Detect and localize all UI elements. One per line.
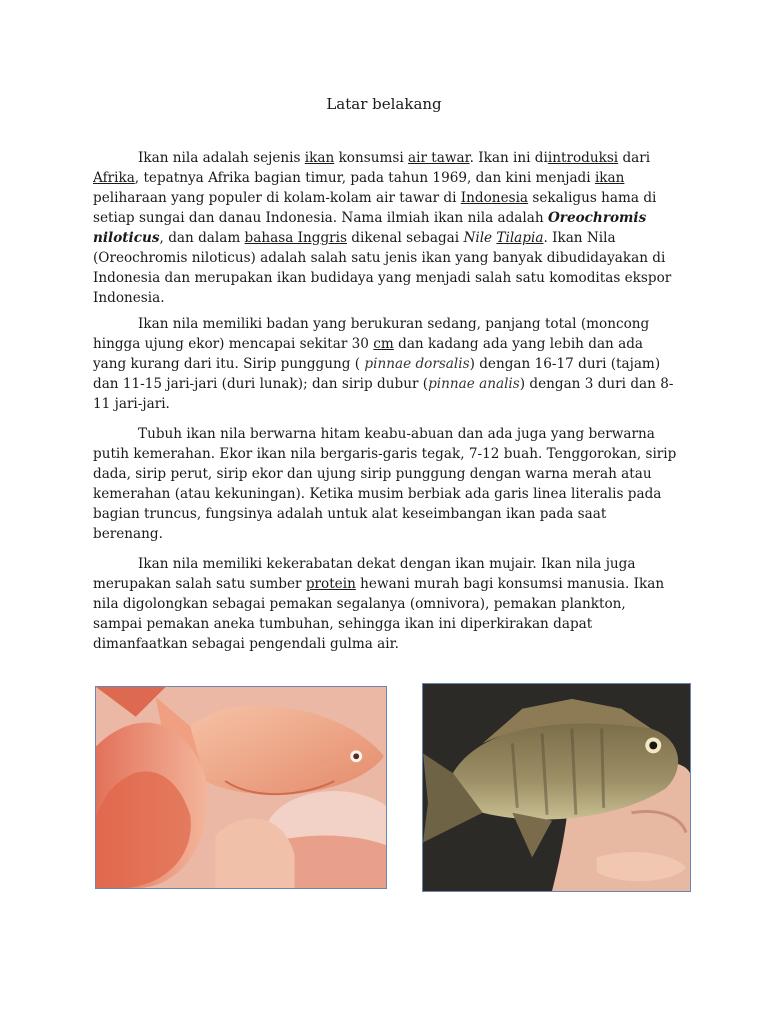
paragraph-3: Tubuh ikan nila berwarna hitam keabu-abuan dan ada juga yang berwarna putih kemerahan. Ekor ikan nila bergaris-garis tegak, 7-12 buah. Tenggorokan, sirip dada, sirip perut, sirip ekor dan ujung sirip punggung dengan warna merah atau kemerahan (atau kekuningan). Ketika musim berbiak ada garis linea literalis pada bagian truncus, fungsinya adalah untuk alat keseimbangan ikan pada saat berenang. — [93, 426, 677, 542]
text-run: dan kadang ada yang lebih dan ada yang kurang dari itu. Sirip punggung ( — [93, 336, 644, 372]
text-run: sekaligus hama di setiap sungai dan danau Indonesia. Nama ilmiah ikan nila adalah — [93, 190, 657, 226]
nile-label: Nile — [463, 230, 493, 246]
grey-tilapia-photo — [422, 683, 691, 892]
link-ikan-2[interactable]: ikan — [594, 170, 625, 186]
red-tilapia-photo — [95, 686, 387, 889]
link-indonesia[interactable]: Indonesia — [460, 190, 529, 206]
text-run: Ikan nila adalah sejenis — [138, 150, 305, 166]
body-text — [93, 148, 678, 664]
pinnae-dorsalis-term: pinnae dorsalis — [364, 356, 470, 372]
text-run: Ikan nila memiliki kekerabatan dekat dengan ikan mujair. Ikan nila juga merupakan salah satu sumber — [93, 556, 636, 592]
text-run: hewani murah bagi konsumsi manusia. Ikan nila digolongkan sebagai pemakan segalanya (omnivora), pemakan plankton, sampai pemakan aneka tumbuhan, sehingga ikan ini diperkirakan dapat dimanfaatkan sebagai pengendali gulma air. — [93, 576, 665, 652]
link-air-tawar[interactable]: air tawar — [408, 150, 470, 166]
text-run: ) dengan 3 duri dan 8-11 jari-jari. — [93, 376, 674, 412]
link-introduksi[interactable]: introduksi — [547, 150, 619, 166]
paragraph-4 — [93, 554, 678, 654]
link-afrika[interactable]: Afrika — [93, 170, 135, 186]
link-bahasa-inggris[interactable]: bahasa Inggris — [244, 230, 347, 246]
link-ikan[interactable]: ikan — [304, 150, 335, 166]
text-run: . Ikan Nila (Oreochromis niloticus) adalah salah satu jenis ikan yang banyak dibudidayakan di Indonesia dan merupakan ikan budidaya yang menjadi salah satu komoditas ekspor Indonesia. — [93, 230, 672, 306]
grey-tilapia-image — [423, 684, 690, 891]
red-tilapia-image — [96, 687, 386, 888]
text-run: , dan dalam — [159, 230, 245, 246]
text-run: ) dengan 16-17 duri (tajam) dan 11-15 jari-jari (duri lunak); dan sirip dubur ( — [93, 356, 661, 392]
text-run: . Ikan ini di — [469, 150, 548, 166]
paragraph-2 — [93, 314, 678, 414]
link-cm[interactable]: cm — [373, 336, 394, 352]
text-run: , tepatnya Afrika bagian timur, pada tahun 1969, dan kini menjadi — [134, 170, 595, 186]
text-run: dari — [618, 150, 651, 166]
text-run: dikenal sebagai — [346, 230, 464, 246]
link-tilapia[interactable]: Tilapia — [496, 230, 544, 246]
page-title: Latar belakang — [326, 95, 442, 113]
link-protein[interactable]: protein — [305, 576, 356, 592]
scientific-name: Oreochromis niloticus — [93, 210, 647, 246]
text-run: peliharaan yang populer di kolam-kolam air tawar di — [93, 190, 461, 206]
paragraph-1 — [93, 148, 678, 308]
pinnae-analis-term: pinnae analis — [428, 376, 520, 392]
text-run: Ikan nila memiliki badan yang berukuran sedang, panjang total (moncong hingga ujung ekor) mencapai sekitar 30 — [93, 316, 650, 352]
text-run: konsumsi — [334, 150, 409, 166]
